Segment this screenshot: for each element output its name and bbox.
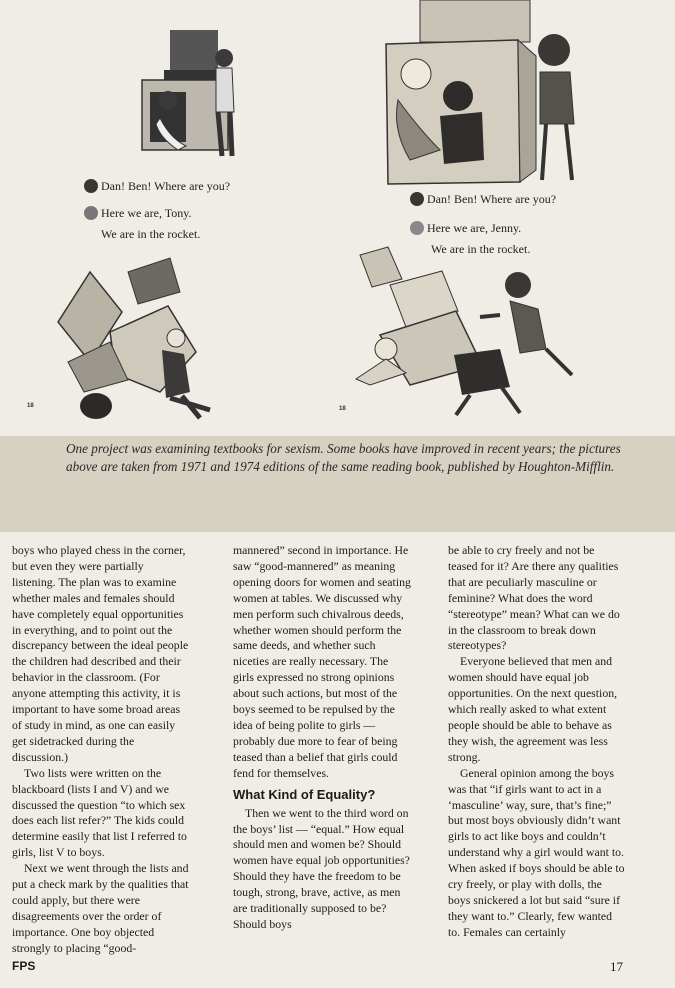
speaker-head-icon <box>410 221 424 235</box>
illustration-caption: One project was examining textbooks for sexism. Some books have improved in recent years; the pictures above are taken from 1971 and 1974 editions of the same reading book, published by Houghton-Mifflin. <box>66 441 621 474</box>
paragraph: Two lists were written on the blackboard (lists I and V) and we discussed the question “to which sex does each list refer?” The kids could determine easily that list I referred to girls, list V to boys. <box>12 765 187 860</box>
illustration-1971-bottom <box>50 252 220 427</box>
footer-publication-mark: FPS <box>12 959 36 973</box>
paragraph: be able to cry freely and not be teased for it? Are there any qualities that are peculiarly masculine or feminine? What does the word “stereotype” mean? What can we do in the classroom to break down stereotypes? <box>448 543 620 653</box>
dialog-left-line1: Dan! Ben! Where are you? <box>84 178 230 194</box>
paragraph: boys who played chess in the corner, but even they were partially listening. The plan was to examine whether males and females should have completely equal opportunities in everything, and to point out the discrepancy between the ideal people the children had described and their behavior in the classroom. (For anyone attempting this activity, it is important to have some broad areas of study in mind, as one can easily get sidetracked during the discussion.) <box>12 543 189 764</box>
section-heading: What Kind of Equality? <box>233 786 376 802</box>
text-column-2 <box>233 543 411 933</box>
page-number-left: 18 <box>27 403 34 409</box>
paragraph: Everyone believed that men and women should have equal job opportunities. On the next question, which really asked to what extent people should be able to behave as they wish, the agreement was less strong. <box>448 654 618 764</box>
speaker-head-icon <box>84 206 98 220</box>
illustration-1974-top <box>380 0 590 190</box>
footer-page-number: 17 <box>610 959 623 974</box>
illustration-1971-top <box>120 28 270 168</box>
paragraph: mannered” second in importance. He saw “good-mannered” as meaning opening doors for women and seating women at tables. We discussed why men perform such chivalrous deeds, whether women should perform the same deeds, and whether such niceties are really necessary. The girls expressed no strong opinions about such actions, but most of the boys seemed to be repulsed by the idea of being polite to girls — probably due more to fear of being teased than a belief that girls could fend for themselves. <box>233 543 411 780</box>
speaker-head-icon <box>410 192 424 206</box>
illustration-1974-bottom <box>350 245 590 420</box>
speaker-head-icon <box>84 179 98 193</box>
text-column-1 <box>12 543 190 957</box>
text-column-3 <box>448 543 626 941</box>
illustration-caption-band <box>0 436 675 532</box>
dialog-right-line2: Here we are, Jenny. <box>410 220 521 236</box>
dialog-left-line2: Here we are, Tony. <box>84 205 191 221</box>
paragraph: General opinion among the boys was that “if girls want to act in a ‘masculine’ way, sure, that’s fine;” but most boys obviously didn’t want girls to act like boys and couldn’t understand why a girl would want to. When asked if boys should be able to cry freely, or play with dolls, the boys snickered a lot but said “sure if they want to.” Clearly, few wanted to. Females can certainly <box>448 765 625 939</box>
page-number-right: 18 <box>339 406 346 412</box>
dialog-right-line3: We are in the rocket. <box>431 242 531 256</box>
dialog-left-line3: We are in the rocket. <box>101 227 201 241</box>
paragraph: Next we went through the lists and put a check mark by the qualities that could apply, but there were disagreements over the order of importance. One boy objected strongly to placing “good- <box>12 861 189 955</box>
paragraph: Then we went to the third word on the boys’ list — “equal.” How equal should men and women be? Should women have equal job opportunities? Should they have the freedom to be tough, strong, brave, active, as men are traditionally supposed to be? Should boys <box>233 805 410 931</box>
dialog-right-line1: Dan! Ben! Where are you? <box>410 191 556 207</box>
